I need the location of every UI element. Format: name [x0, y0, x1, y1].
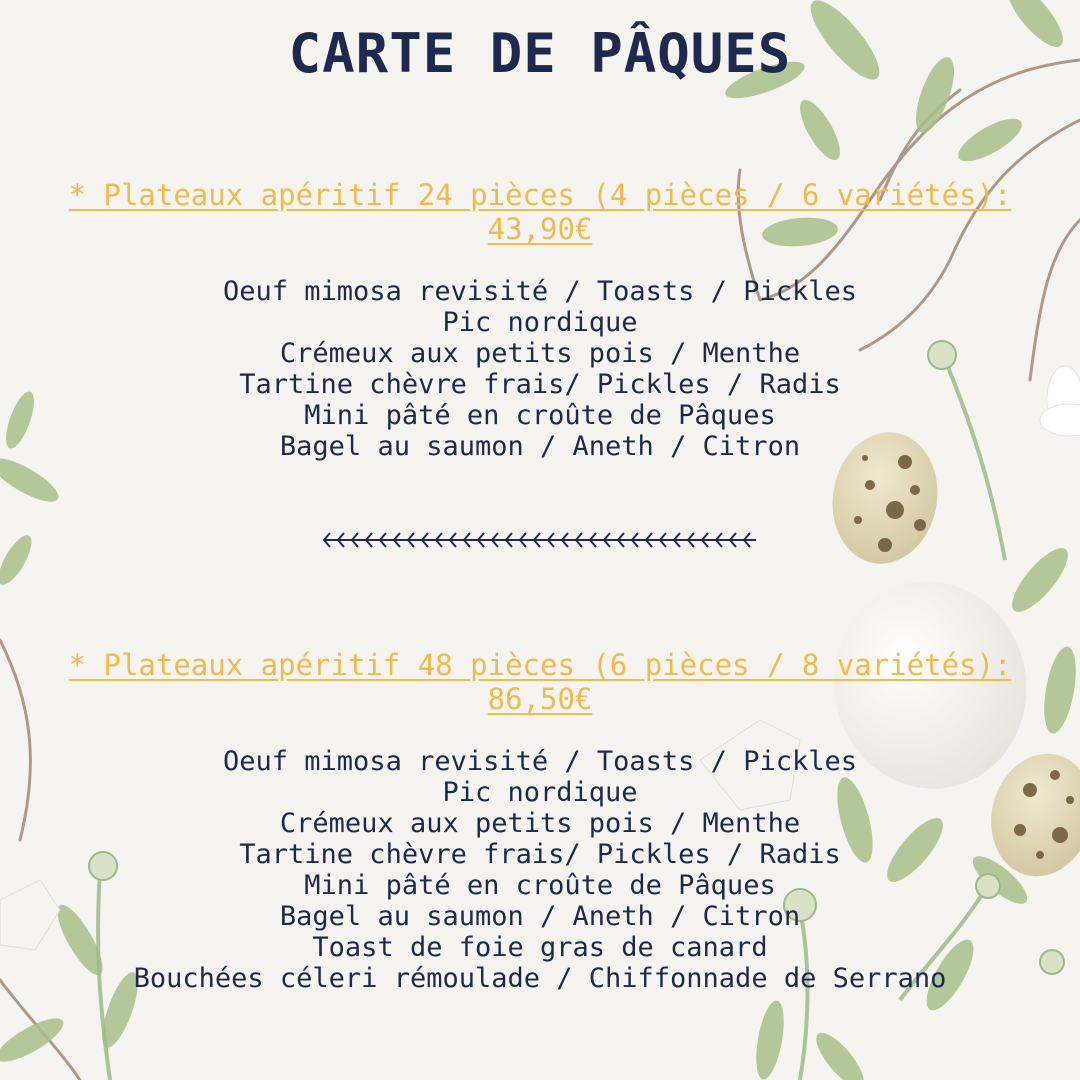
menu-item-list [40, 746, 1040, 994]
menu-item: Pic nordique [442, 777, 638, 808]
menu-item: Crémeux aux petits pois / Menthe [279, 808, 801, 839]
menu-item: Mini pâté en croûte de Pâques [304, 400, 776, 431]
menu-item: Mini pâté en croûte de Pâques [304, 870, 776, 901]
menu-item-list [40, 276, 1040, 462]
menu-item: Bagel au saumon / Aneth / Citron [279, 901, 801, 932]
section-heading-text: * Plateaux apéritif 24 pièces (4 pièces / 6 variétés): [68, 178, 1012, 212]
menu-item: Tartine chèvre frais/ Pickles / Radis [239, 839, 841, 870]
menu-section-48-pieces [40, 648, 1040, 994]
menu-item: Bouchées céleri rémoulade / Chiffonnade de Serrano [133, 963, 947, 994]
menu-item: Pic nordique [442, 307, 638, 338]
menu-item: Crémeux aux petits pois / Menthe [279, 338, 801, 369]
section-price: 43,90€ [487, 212, 593, 246]
menu-item: Toast de foie gras de canard [312, 932, 768, 963]
menu-item: Bagel au saumon / Aneth / Citron [279, 431, 801, 462]
section-heading [40, 178, 1040, 246]
decorative-divider [320, 525, 760, 555]
page-title: CARTE DE PÂQUES [288, 22, 792, 85]
menu-item: Tartine chèvre frais/ Pickles / Radis [239, 369, 841, 400]
section-heading-text: * Plateaux apéritif 48 pièces (6 pièces / 8 variétés): [68, 648, 1012, 682]
menu-item: Oeuf mimosa revisité / Toasts / Pickles [223, 746, 857, 777]
menu-item: Oeuf mimosa revisité / Toasts / Pickles [223, 276, 857, 307]
section-price: 86,50€ [487, 682, 593, 716]
menu-section-24-pieces [40, 178, 1040, 462]
section-heading [40, 648, 1040, 716]
